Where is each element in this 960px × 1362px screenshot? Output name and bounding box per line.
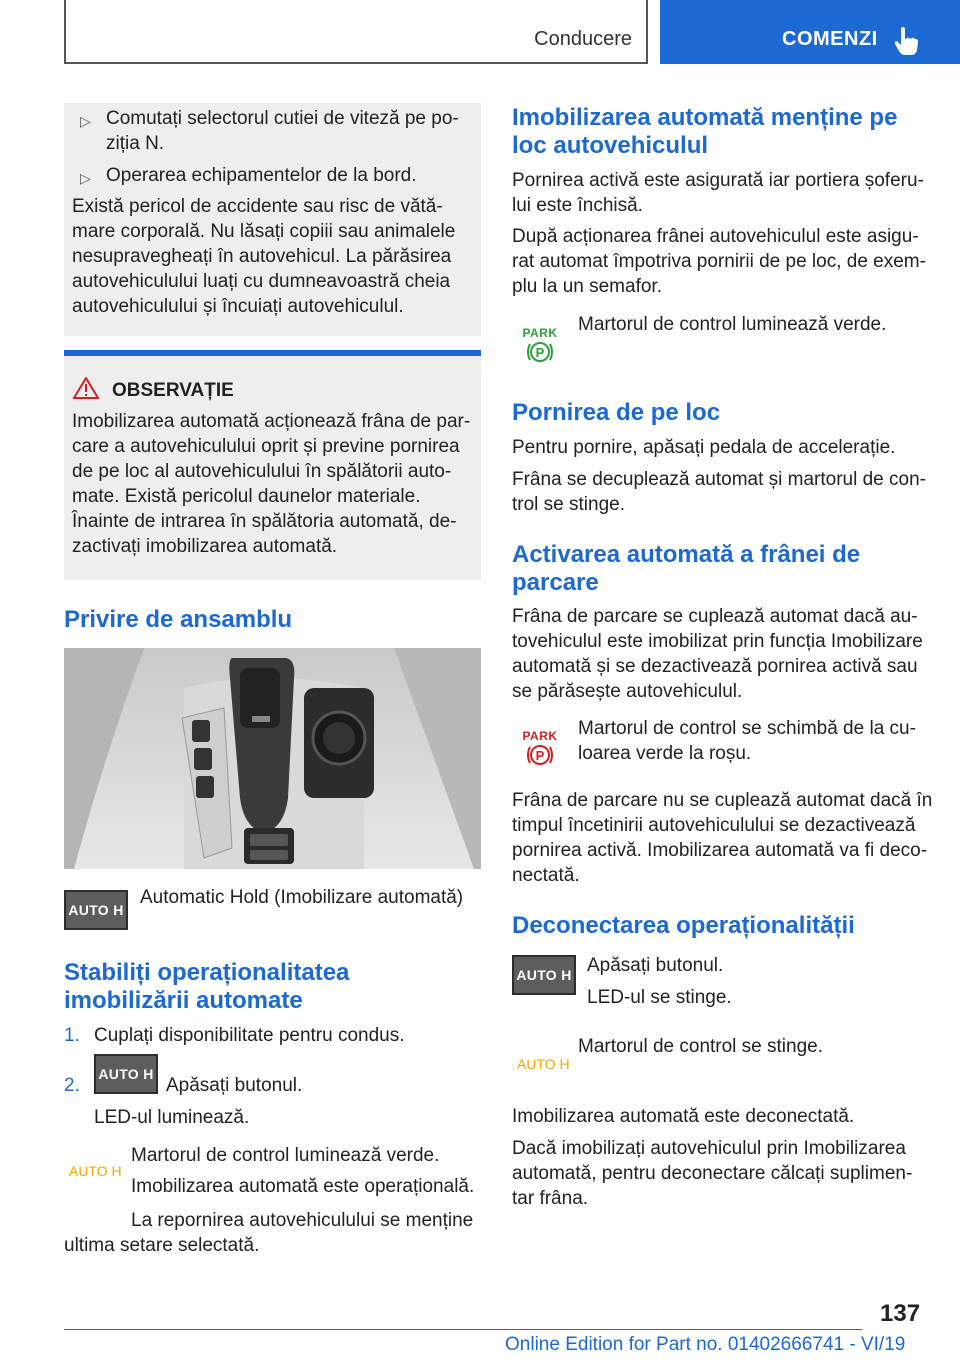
- step-number: 1.: [64, 1025, 80, 1046]
- restart-text: ultima setare selectată.: [64, 1235, 260, 1256]
- hold-text: rat automat împotriva pornirii de pe loc, de exem-: [512, 251, 926, 272]
- park-text: tovehiculul este imobilizat prin funcția Imobilizare: [512, 631, 923, 652]
- start-text: Pentru pornire, apăsați pedala de accelerație.: [512, 437, 896, 458]
- auto-h-indicator-icon: AUTO H: [517, 1056, 570, 1072]
- park-text: Frâna de parcare nu se cuplează automat dacă în: [512, 790, 933, 811]
- start-text: trol se stinge.: [512, 494, 625, 515]
- park-heading: parcare: [512, 569, 599, 596]
- overview-heading: Privire de ansamblu: [64, 606, 293, 633]
- led-on-text: LED-ul luminează.: [94, 1107, 250, 1128]
- step-text: Apăsați butonul.: [166, 1075, 303, 1096]
- off-text: automată, pentru deconectare călcați suplimen-: [512, 1163, 913, 1184]
- off-text: tar frâna.: [512, 1188, 589, 1209]
- bullet-text: Comutați selectorul cutiei de viteză pe po-: [106, 108, 459, 129]
- footer-edition: Online Edition for Part no. 01402666741 - VI/19: [505, 1334, 906, 1355]
- center-console-photo: [64, 648, 481, 869]
- off-press-text: Apăsați butonul.: [587, 955, 724, 976]
- off-indicator-text: Martorul de control se stinge.: [578, 1036, 824, 1057]
- notice-line: Înainte de intrarea în spălătoria automată, de-: [72, 511, 457, 532]
- warning-line: mare corporală. Nu lăsați copiii sau animalele: [72, 221, 456, 242]
- pointing-hand-icon: [893, 26, 919, 56]
- header-chapter-title: COMENZI: [782, 28, 878, 50]
- park-label: PARK: [522, 729, 558, 743]
- warning-line: autovehiculului și încuiați autovehiculul.: [72, 296, 404, 317]
- step-number: 2.: [64, 1075, 80, 1096]
- notice-line: zactivați imobilizarea automată.: [72, 536, 338, 557]
- start-heading: Pornirea de pe loc: [512, 399, 721, 426]
- park-text: se părăsește autovehiculul.: [512, 681, 743, 702]
- park-label: PARK: [522, 326, 558, 340]
- warning-line: Există pericol de accidente sau risc de vătă-: [72, 196, 443, 217]
- auto-h-button-icon: AUTO H: [512, 955, 576, 995]
- hold-text: lui este închisă.: [512, 195, 643, 216]
- parking-brake-symbol: [525, 340, 555, 364]
- auto-h-caption: Automatic Hold (Imobilizare automată): [140, 887, 464, 908]
- operational-text: Imobilizarea automată este operațională.: [131, 1176, 475, 1197]
- establish-heading: imobilizării automate: [64, 987, 303, 1014]
- header-section-box: [64, 0, 648, 64]
- warning-triangle-icon: [73, 377, 99, 399]
- park-text: timpul încetinirii autovehiculului se dezactivează: [512, 815, 916, 836]
- park-text: automată și se dezactivează pornirea activă sau: [512, 656, 918, 677]
- notice-line: care a autovehiculului oprit și previne pornirea: [72, 436, 460, 457]
- bullet-text: ziția N.: [106, 133, 165, 154]
- bullet-marker: ▷: [80, 170, 91, 186]
- park-green-text: Martorul de control luminează verde.: [578, 314, 887, 335]
- hold-heading: loc autovehiculul: [512, 132, 709, 159]
- establish-heading: Stabiliți operaționalitatea: [64, 959, 350, 986]
- park-symbol: P: [535, 345, 545, 360]
- park-indicator-green-icon: [518, 326, 562, 364]
- indicator-green-text: Martorul de control luminează verde.: [131, 1145, 440, 1166]
- parking-brake-symbol: [525, 743, 555, 767]
- park-text: Frâna de parcare se cuplează automat dacă au-: [512, 606, 918, 627]
- restart-text: La repornirea autovehiculului se menține: [131, 1210, 474, 1231]
- bullet-marker: ▷: [80, 113, 91, 129]
- start-text: Frâna se decuplează automat și martorul de con-: [512, 469, 926, 490]
- park-text: nectată.: [512, 865, 580, 886]
- warning-line: autovehiculului luați cu dumneavoastră cheia: [72, 271, 451, 292]
- notice-title: OBSERVAȚIE: [112, 380, 234, 401]
- warning-line: nesupravegheați în autovehicul. La părăsirea: [72, 246, 452, 267]
- notice-line: de pe loc al autovehiculului în spălătorii auto-: [72, 461, 452, 482]
- auto-h-button-icon: AUTO H: [94, 1054, 158, 1094]
- off-text: Dacă imobilizați autovehiculul prin Imobilizarea: [512, 1138, 906, 1159]
- off-led-text: LED-ul se stinge.: [587, 987, 732, 1008]
- park-text: pornirea activă. Imobilizarea automată va fi deco-: [512, 840, 928, 861]
- park-red-text: Martorul de control se schimbă de la cu-: [578, 718, 916, 739]
- park-red-text: loarea verde la roșu.: [578, 743, 752, 764]
- hold-text: plu la un semafor.: [512, 276, 662, 297]
- header-section-title: Conducere: [534, 28, 632, 50]
- auto-h-indicator-icon: AUTO H: [69, 1163, 122, 1179]
- hold-text: După acționarea frânei autovehiculul este asigu-: [512, 226, 919, 247]
- off-text: Imobilizarea automată este deconectată.: [512, 1106, 855, 1127]
- park-heading: Activarea automată a frânei de: [512, 541, 861, 568]
- step-text: Cuplați disponibilitate pentru condus.: [94, 1025, 405, 1046]
- notice-line: Imobilizarea automată acționează frâna de par-: [72, 411, 471, 432]
- notice-line: mate. Există pericolul daunelor materiale.: [72, 486, 421, 507]
- hold-heading: Imobilizarea automată menține pe: [512, 104, 898, 131]
- hold-text: Pornirea activă este asigurată iar portiera șoferu-: [512, 170, 924, 191]
- bullet-text: Operarea echipamentelor de la bord.: [106, 165, 417, 186]
- footer-divider: [64, 1329, 862, 1330]
- off-heading: Deconectarea operaționalității: [512, 912, 855, 939]
- page-number: 137: [880, 1300, 921, 1327]
- park-symbol: P: [535, 748, 545, 763]
- auto-h-button-icon: AUTO H: [64, 890, 128, 930]
- park-indicator-red-icon: [518, 729, 562, 767]
